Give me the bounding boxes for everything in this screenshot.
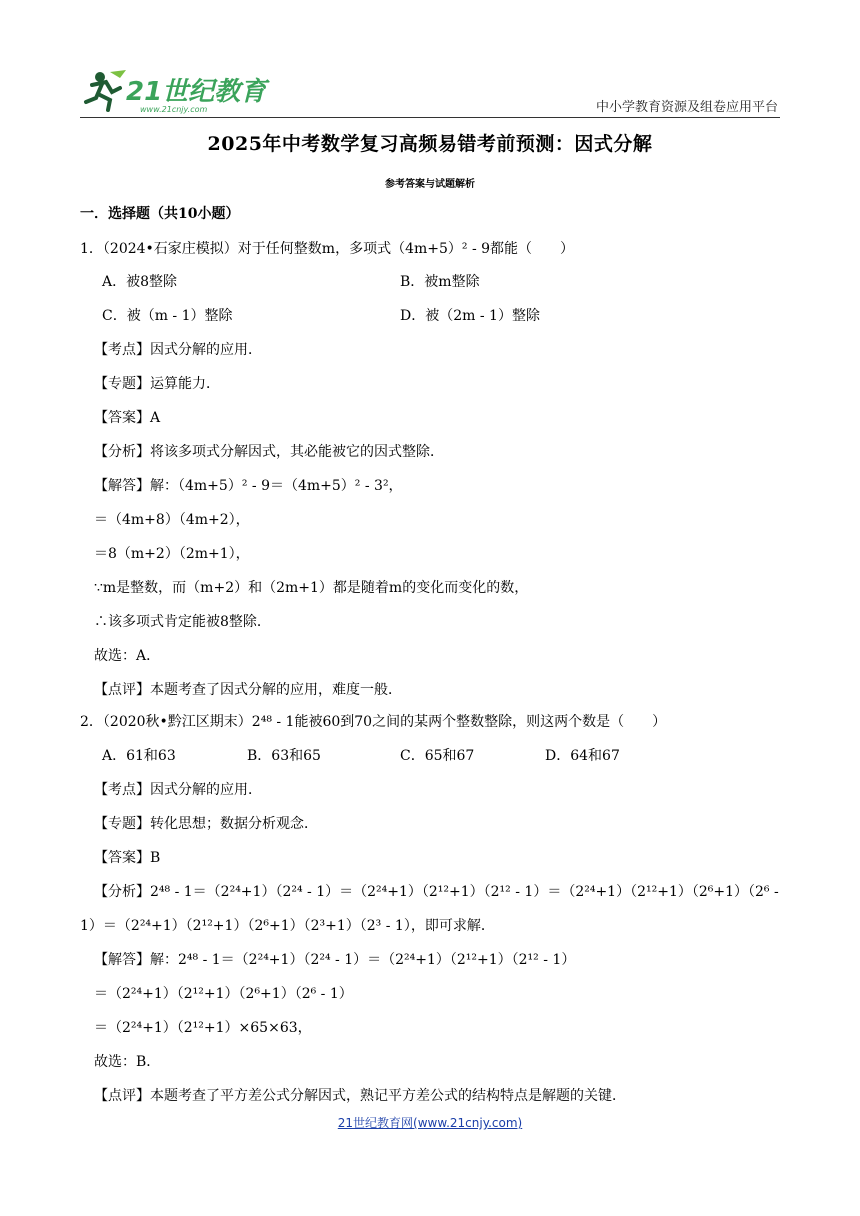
q1-comment: 【点评】本题考查了因式分解的应用，难度一般． xyxy=(94,682,402,698)
q2-answer: 【答案】B xyxy=(94,850,161,866)
q2-option-a: A．61和63 xyxy=(102,748,176,764)
header-platform-text: 中小学教育资源及组卷应用平台 xyxy=(595,100,778,115)
q2-analysis-line-2: 1）＝（2²⁴+1）（2¹²+1）（2⁶+1）（2³+1）（2³ - 1），即可求解． xyxy=(80,918,495,934)
q2-kaodian: 【考点】因式分解的应用． xyxy=(94,782,262,798)
q2-zhuanti: 【专题】转化思想；数据分析观念． xyxy=(94,816,318,832)
q1-stem: 1．（2024•石家庄模拟）对于任何整数m，多项式（4m+5）² - 9都能（ ） xyxy=(80,241,575,257)
q1-solution-line-5: ∴该多项式肯定能被8整除． xyxy=(94,614,271,630)
header-divider xyxy=(80,117,780,118)
q1-solution-line-4: ∵m是整数，而（m+2）和（2m+1）都是随着m的变化而变化的数， xyxy=(94,580,529,596)
q1-answer: 【答案】A xyxy=(94,410,161,426)
q1-analysis: 【分析】将该多项式分解因式，其必能被它的因式整除． xyxy=(94,444,444,460)
q2-option-b: B．63和65 xyxy=(247,748,321,764)
section-heading: 一．选择题（共10小题） xyxy=(80,206,240,222)
q1-option-c: C．被（m - 1）整除 xyxy=(102,308,233,324)
runner-icon xyxy=(86,70,126,110)
page-subtitle: 参考答案与试题解析 xyxy=(385,179,475,190)
q2-comment: 【点评】本题考查了平方差公式分解因式，熟记平方差公式的结构特点是解题的关键． xyxy=(94,1088,626,1104)
q1-option-a: A．被8整除 xyxy=(102,274,178,290)
footer-link[interactable]: 21世纪教育网(www.21cnjy.com) xyxy=(337,1116,523,1130)
q2-solution-line-3: ＝（2²⁴+1）（2¹²+1）×65×63， xyxy=(94,1020,312,1036)
q1-solution-line-1: 【解答】解：（4m+5）² - 9＝（4m+5）² - 3²， xyxy=(94,478,403,494)
logo xyxy=(80,68,267,114)
q2-option-c: C．65和67 xyxy=(400,748,475,764)
q1-option-b: B．被m整除 xyxy=(400,274,480,290)
page-title: 2025年中考数学复习高频易错考前预测：因式分解 xyxy=(207,133,653,155)
q1-zhuanti: 【专题】运算能力． xyxy=(94,376,220,392)
logo-text: 21世纪教育 xyxy=(126,77,267,107)
q1-solution-line-3: ＝8（m+2）（2m+1）， xyxy=(94,546,250,562)
q2-analysis-line-1: 【分析】2⁴⁸ - 1＝（2²⁴+1）（2²⁴ - 1）＝（2²⁴+1）（2¹²+1）（2¹² - 1）＝（2²⁴+1）（2¹²+1）（2⁶+1）（2⁶ - xyxy=(94,884,779,900)
q1-kaodian: 【考点】因式分解的应用． xyxy=(94,342,262,358)
q2-solution-line-2: ＝（2²⁴+1）（2¹²+1）（2⁶+1）（2⁶ - 1） xyxy=(94,986,353,1002)
q2-solution-line-1: 【解答】解：2⁴⁸ - 1＝（2²⁴+1）（2²⁴ - 1）＝（2²⁴+1）（2¹²+1）（2¹² - 1） xyxy=(94,952,576,968)
q2-stem: 2．（2020秋•黔江区期末）2⁴⁸ - 1能被60到70之间的某两个整数整除，则这两个数是（ ） xyxy=(80,714,667,730)
q2-option-d: D．64和67 xyxy=(545,748,620,764)
q1-option-d: D．被（2m - 1）整除 xyxy=(400,308,540,324)
q1-choice: 故选：A． xyxy=(94,648,161,664)
q1-solution-line-2: ＝（4m+8）（4m+2）， xyxy=(94,512,250,528)
page-header xyxy=(80,66,780,118)
logo-url: www.21cnjy.com xyxy=(140,105,208,114)
q2-choice: 故选：B． xyxy=(94,1054,161,1070)
